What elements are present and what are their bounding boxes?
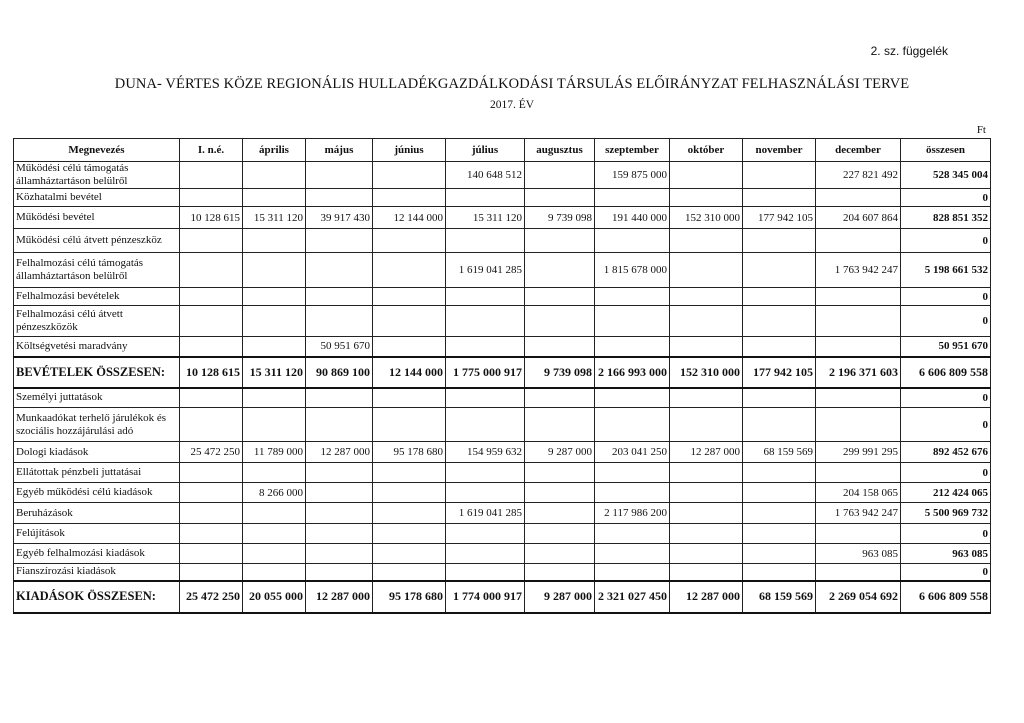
table-cell: 177 942 105	[743, 357, 816, 388]
column-header: I. n.é.	[180, 139, 243, 162]
table-cell	[373, 337, 446, 357]
table-cell	[743, 162, 816, 189]
table-cell: 152 310 000	[670, 357, 743, 388]
table-row	[14, 288, 991, 306]
table-cell	[446, 483, 525, 503]
table-cell: 2 196 371 603	[816, 357, 901, 388]
table-cell	[816, 288, 901, 306]
table-cell	[306, 544, 373, 564]
table-cell	[373, 306, 446, 337]
table-cell	[180, 306, 243, 337]
table-cell: 140 648 512	[446, 162, 525, 189]
column-header: július	[446, 139, 525, 162]
table-cell	[595, 229, 670, 253]
table-cell	[816, 463, 901, 483]
table-cell	[373, 253, 446, 288]
table-cell: 1 775 000 917	[446, 357, 525, 388]
row-total-cell: 0	[901, 306, 991, 337]
table-cell: 1 763 942 247	[816, 503, 901, 524]
table-cell: 152 310 000	[670, 207, 743, 229]
table-row	[14, 463, 991, 483]
table-row	[14, 189, 991, 207]
column-header: szeptember	[595, 139, 670, 162]
table-cell	[743, 463, 816, 483]
table-cell	[180, 503, 243, 524]
table-cell	[525, 288, 595, 306]
table-cell	[595, 483, 670, 503]
table-cell	[670, 408, 743, 442]
table-cell	[670, 253, 743, 288]
table-cell	[373, 564, 446, 581]
table-cell: 2 117 986 200	[595, 503, 670, 524]
table-cell: 9 287 000	[525, 581, 595, 613]
table-cell	[446, 388, 525, 408]
table-cell	[180, 564, 243, 581]
table-cell	[306, 503, 373, 524]
table-cell	[525, 503, 595, 524]
table-cell: 12 144 000	[373, 357, 446, 388]
table-cell: 12 287 000	[670, 442, 743, 463]
table-cell: 10 128 615	[180, 207, 243, 229]
table-row	[14, 253, 991, 288]
table-body	[14, 162, 991, 613]
table-cell	[243, 564, 306, 581]
column-header: december	[816, 139, 901, 162]
table-cell: 8 266 000	[243, 483, 306, 503]
table-cell: 9 739 098	[525, 357, 595, 388]
table-cell	[816, 388, 901, 408]
table-cell: 2 269 054 692	[816, 581, 901, 613]
table-cell	[446, 524, 525, 544]
row-label: Egyéb működési célú kiadások	[14, 483, 180, 503]
table-cell	[243, 306, 306, 337]
table-cell: 204 158 065	[816, 483, 901, 503]
table-cell	[373, 388, 446, 408]
total-row	[14, 581, 991, 613]
table-cell: 1 763 942 247	[816, 253, 901, 288]
table-cell	[373, 229, 446, 253]
column-header: október	[670, 139, 743, 162]
table-cell	[180, 288, 243, 306]
table-cell	[306, 189, 373, 207]
table-cell	[446, 463, 525, 483]
table-cell	[525, 388, 595, 408]
table-cell	[306, 306, 373, 337]
row-total-cell: 6 606 809 558	[901, 581, 991, 613]
table-cell	[595, 337, 670, 357]
row-total-cell: 0	[901, 189, 991, 207]
table-cell	[743, 524, 816, 544]
table-cell	[743, 253, 816, 288]
table-cell: 1 619 041 285	[446, 253, 525, 288]
table-cell: 154 959 632	[446, 442, 525, 463]
row-total-cell: 0	[901, 408, 991, 442]
table-cell	[743, 229, 816, 253]
table-cell	[306, 483, 373, 503]
table-cell: 1 774 000 917	[446, 581, 525, 613]
table-cell	[816, 337, 901, 357]
table-cell: 12 287 000	[306, 581, 373, 613]
table-cell	[743, 388, 816, 408]
row-total-cell: 50 951 670	[901, 337, 991, 357]
row-label: Fianszírozási kiadások	[14, 564, 180, 581]
table-row	[14, 524, 991, 544]
table-cell: 963 085	[816, 544, 901, 564]
table-cell	[446, 544, 525, 564]
table-cell	[670, 229, 743, 253]
table-cell	[525, 564, 595, 581]
row-label: Működési bevétel	[14, 207, 180, 229]
row-label: KIADÁSOK ÖSSZESEN:	[14, 581, 180, 613]
row-total-cell: 6 606 809 558	[901, 357, 991, 388]
table-cell	[243, 388, 306, 408]
row-label: Költségvetési maradvány	[14, 337, 180, 357]
table-row	[14, 306, 991, 337]
row-label: Beruházások	[14, 503, 180, 524]
table-cell	[373, 524, 446, 544]
table-cell: 227 821 492	[816, 162, 901, 189]
row-label: Felújítások	[14, 524, 180, 544]
table-cell	[525, 306, 595, 337]
appendix-label: 2. sz. függelék	[870, 44, 948, 58]
table-cell	[180, 253, 243, 288]
table-cell	[743, 306, 816, 337]
table-cell: 1 619 041 285	[446, 503, 525, 524]
table-cell	[670, 189, 743, 207]
row-total-cell: 0	[901, 564, 991, 581]
table-cell	[243, 503, 306, 524]
table-cell	[306, 388, 373, 408]
table-cell	[373, 503, 446, 524]
table-cell: 12 287 000	[306, 442, 373, 463]
table-cell: 299 991 295	[816, 442, 901, 463]
table-header-row	[14, 139, 991, 162]
row-total-cell: 0	[901, 288, 991, 306]
table-cell: 15 311 120	[446, 207, 525, 229]
table-row	[14, 388, 991, 408]
table-cell: 15 311 120	[243, 207, 306, 229]
table-cell	[446, 189, 525, 207]
table-cell	[816, 524, 901, 544]
table-cell	[525, 253, 595, 288]
table-cell: 95 178 680	[373, 581, 446, 613]
row-label: Egyéb felhalmozási kiadások	[14, 544, 180, 564]
table-cell	[743, 503, 816, 524]
table-cell: 191 440 000	[595, 207, 670, 229]
row-label: Felhalmozási célú támogatás államháztartáson belülről	[14, 253, 180, 288]
table-cell	[243, 408, 306, 442]
table-cell: 10 128 615	[180, 357, 243, 388]
row-label: BEVÉTELEK ÖSSZESEN:	[14, 357, 180, 388]
document-year: 2017. ÉV	[489, 99, 535, 111]
table-cell	[243, 337, 306, 357]
table-cell: 204 607 864	[816, 207, 901, 229]
table-cell: 68 159 569	[743, 442, 816, 463]
row-total-cell: 212 424 065	[901, 483, 991, 503]
table-cell	[446, 229, 525, 253]
table-cell	[306, 162, 373, 189]
table-cell	[743, 288, 816, 306]
table-cell: 203 041 250	[595, 442, 670, 463]
table-row	[14, 229, 991, 253]
row-total-cell: 963 085	[901, 544, 991, 564]
table-cell	[306, 408, 373, 442]
column-header: összesen	[901, 139, 991, 162]
table-cell	[525, 408, 595, 442]
table-cell	[816, 229, 901, 253]
table-cell	[670, 544, 743, 564]
table-cell	[525, 483, 595, 503]
table-cell	[525, 463, 595, 483]
budget-table	[13, 138, 991, 614]
table-cell	[670, 463, 743, 483]
total-row	[14, 357, 991, 388]
table-cell: 25 472 250	[180, 581, 243, 613]
column-header: Megnevezés	[14, 139, 180, 162]
table-cell	[595, 544, 670, 564]
table-row	[14, 442, 991, 463]
table-cell	[243, 288, 306, 306]
row-label: Működési célú átvett pénzeszköz	[14, 229, 180, 253]
table-cell	[743, 544, 816, 564]
table-cell	[743, 564, 816, 581]
table-cell	[306, 463, 373, 483]
table-cell: 9 739 098	[525, 207, 595, 229]
row-label: Felhalmozási bevételek	[14, 288, 180, 306]
table-row	[14, 503, 991, 524]
table-cell	[670, 483, 743, 503]
table-row	[14, 544, 991, 564]
table-cell: 68 159 569	[743, 581, 816, 613]
table-cell	[243, 544, 306, 564]
table-row	[14, 483, 991, 503]
row-label: Ellátottak pénzbeli juttatásai	[14, 463, 180, 483]
table-cell	[446, 564, 525, 581]
table-cell: 11 789 000	[243, 442, 306, 463]
table-cell: 12 287 000	[670, 581, 743, 613]
table-cell	[670, 337, 743, 357]
table-row	[14, 207, 991, 229]
table-cell	[373, 483, 446, 503]
table-cell	[180, 408, 243, 442]
table-cell	[595, 408, 670, 442]
table-cell	[373, 162, 446, 189]
row-total-cell: 0	[901, 388, 991, 408]
row-label: Közhatalmi bevétel	[14, 189, 180, 207]
table-cell	[180, 483, 243, 503]
table-cell: 159 875 000	[595, 162, 670, 189]
table-cell	[306, 564, 373, 581]
column-header: június	[373, 139, 446, 162]
table-cell	[243, 253, 306, 288]
table-cell	[306, 288, 373, 306]
table-cell: 39 917 430	[306, 207, 373, 229]
table-cell: 50 951 670	[306, 337, 373, 357]
table-cell	[670, 564, 743, 581]
table-cell	[525, 337, 595, 357]
table-cell	[595, 288, 670, 306]
table-cell: 25 472 250	[180, 442, 243, 463]
table-row	[14, 564, 991, 581]
table-cell: 15 311 120	[243, 357, 306, 388]
table-cell: 9 287 000	[525, 442, 595, 463]
table-cell	[595, 564, 670, 581]
row-total-cell: 828 851 352	[901, 207, 991, 229]
column-header: november	[743, 139, 816, 162]
table-cell: 12 144 000	[373, 207, 446, 229]
table-cell	[595, 306, 670, 337]
row-total-cell: 0	[901, 229, 991, 253]
table-cell	[180, 524, 243, 544]
column-header: augusztus	[525, 139, 595, 162]
table-cell	[373, 544, 446, 564]
table-cell: 177 942 105	[743, 207, 816, 229]
table-cell	[446, 306, 525, 337]
table-row	[14, 337, 991, 357]
table-cell	[373, 463, 446, 483]
column-header: április	[243, 139, 306, 162]
table-cell	[670, 162, 743, 189]
table-cell	[306, 229, 373, 253]
table-cell	[525, 162, 595, 189]
table-cell: 2 321 027 450	[595, 581, 670, 613]
table-cell	[670, 306, 743, 337]
table-cell: 95 178 680	[373, 442, 446, 463]
table-cell	[670, 524, 743, 544]
table-cell	[243, 524, 306, 544]
table-cell: 2 166 993 000	[595, 357, 670, 388]
row-total-cell: 0	[901, 463, 991, 483]
table-cell: 90 869 100	[306, 357, 373, 388]
table-cell: 1 815 678 000	[595, 253, 670, 288]
table-cell	[525, 544, 595, 564]
row-total-cell: 5 500 969 732	[901, 503, 991, 524]
table-cell	[446, 288, 525, 306]
row-total-cell: 528 345 004	[901, 162, 991, 189]
table-cell	[446, 408, 525, 442]
table-cell: 20 055 000	[243, 581, 306, 613]
table-cell	[373, 189, 446, 207]
table-cell	[306, 253, 373, 288]
table-cell	[525, 229, 595, 253]
table-cell	[243, 189, 306, 207]
table-cell	[595, 189, 670, 207]
row-label: Munkaadókat terhelő járulékok és szociális hozzájárulási adó	[14, 408, 180, 442]
column-header: május	[306, 139, 373, 162]
table-cell	[595, 524, 670, 544]
table-cell	[180, 189, 243, 207]
table-cell	[243, 162, 306, 189]
currency-unit: Ft	[976, 124, 986, 136]
table-cell	[743, 408, 816, 442]
table-cell	[373, 288, 446, 306]
table-cell	[180, 388, 243, 408]
row-label: Felhalmozási célú átvett pénzeszközök	[14, 306, 180, 337]
table-cell	[525, 189, 595, 207]
table-cell	[243, 229, 306, 253]
table-cell	[243, 463, 306, 483]
table-cell	[743, 483, 816, 503]
table-cell	[816, 564, 901, 581]
table-cell	[595, 463, 670, 483]
row-total-cell: 0	[901, 524, 991, 544]
table-row	[14, 408, 991, 442]
table-cell	[816, 306, 901, 337]
table-cell	[373, 408, 446, 442]
row-label: Dologi kiadások	[14, 442, 180, 463]
table-cell	[743, 189, 816, 207]
table-cell	[525, 524, 595, 544]
table-cell	[816, 408, 901, 442]
table-row	[14, 162, 991, 189]
row-total-cell: 892 452 676	[901, 442, 991, 463]
table-cell	[306, 524, 373, 544]
document-title: DUNA- VÉRTES KÖZE REGIONÁLIS HULLADÉKGAZDÁLKODÁSI TÁRSULÁS ELŐIRÁNYZAT FELHASZNÁLÁSI TERVE	[114, 76, 910, 92]
table-cell	[446, 337, 525, 357]
table-cell	[743, 337, 816, 357]
table-cell	[816, 189, 901, 207]
table-cell	[180, 162, 243, 189]
table-cell	[180, 544, 243, 564]
table-cell	[595, 388, 670, 408]
row-label: Személyi juttatások	[14, 388, 180, 408]
table-cell	[180, 463, 243, 483]
table-cell	[180, 337, 243, 357]
table-cell	[670, 388, 743, 408]
row-label: Működési célú támogatás államháztartáson belülről	[14, 162, 180, 189]
row-total-cell: 5 198 661 532	[901, 253, 991, 288]
table-cell	[670, 288, 743, 306]
table-cell	[670, 503, 743, 524]
table-cell	[180, 229, 243, 253]
